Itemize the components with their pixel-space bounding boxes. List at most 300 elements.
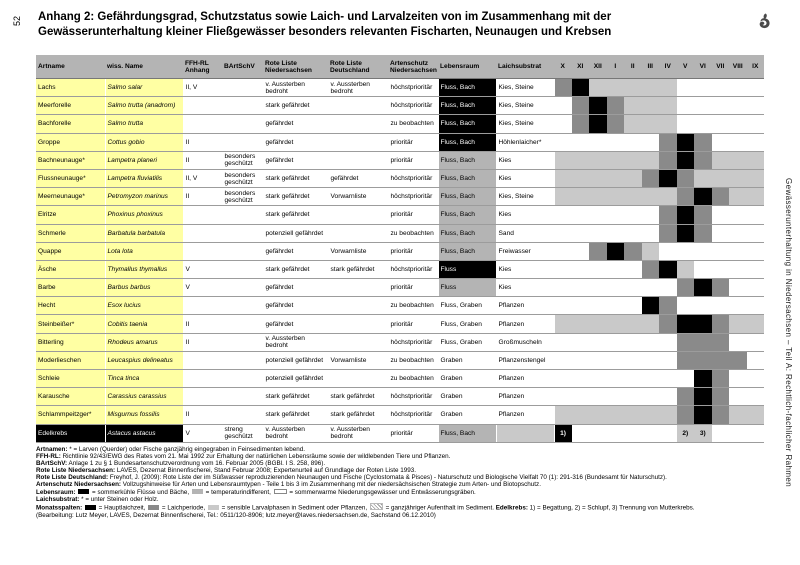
month-cell <box>694 133 712 151</box>
month-cell <box>747 297 765 315</box>
species-name-cell: Schleie <box>36 370 105 388</box>
rote-liste-de-cell: gefährdet <box>328 169 388 187</box>
month-cell <box>729 97 747 115</box>
month-cell <box>712 424 730 442</box>
artenschutz-cell: höchstprioritär <box>388 169 438 187</box>
month-cell <box>659 97 677 115</box>
month-header: IV <box>659 55 677 79</box>
month-cell <box>712 297 730 315</box>
month-cell <box>677 388 695 406</box>
species-name-cell: Meerforelle <box>36 97 105 115</box>
month-cell <box>624 242 642 260</box>
lebensraum-cell: Fluss, Bach <box>438 188 496 206</box>
month-cell <box>607 424 625 442</box>
species-name-cell: Edelkrebs <box>36 424 105 442</box>
ffh-cell <box>183 351 222 369</box>
month-cell <box>554 97 572 115</box>
month-cell <box>677 333 695 351</box>
laichsubstrat-cell: Kies <box>496 151 554 169</box>
month-cell <box>642 133 660 151</box>
month-cell <box>694 333 712 351</box>
month-cell <box>659 224 677 242</box>
laichsubstrat-cell: Großmuscheln <box>496 333 554 351</box>
month-cell <box>694 315 712 333</box>
month-cell <box>589 333 607 351</box>
month-cell <box>677 315 695 333</box>
footnote-text <box>82 504 84 511</box>
ffh-cell: II <box>183 333 222 351</box>
month-cell <box>747 388 765 406</box>
legend-swatch-black <box>85 505 96 510</box>
rote-liste-de-cell <box>328 97 388 115</box>
bartschv-cell <box>222 333 263 351</box>
month-cell <box>642 370 660 388</box>
month-cell <box>747 79 765 97</box>
bartschv-cell <box>222 315 263 333</box>
scientific-name-cell: Lampetra planeri <box>105 151 183 169</box>
month-cell <box>694 297 712 315</box>
month-cell <box>572 388 590 406</box>
month-cell <box>554 333 572 351</box>
laichsubstrat-cell: Kies, Steine <box>496 97 554 115</box>
species-table <box>36 55 764 443</box>
month-cell <box>642 260 660 278</box>
rote-liste-nds-cell: v. Aussterben bedroht <box>263 333 328 351</box>
month-header: VII <box>712 55 730 79</box>
bartschv-cell <box>222 242 263 260</box>
month-cell <box>747 115 765 133</box>
month-cell <box>589 297 607 315</box>
table-row <box>36 79 764 97</box>
footnote-line <box>36 453 770 460</box>
month-cell <box>729 79 747 97</box>
month-cell <box>659 333 677 351</box>
month-cell <box>624 424 642 442</box>
month-cell <box>729 351 747 369</box>
laichsubstrat-cell: Sand <box>496 224 554 242</box>
rote-liste-de-cell: Vorwarnliste <box>328 188 388 206</box>
table-row <box>36 242 764 260</box>
artenschutz-cell: höchstprioritär <box>388 260 438 278</box>
table-row <box>36 224 764 242</box>
month-cell <box>712 169 730 187</box>
footnote-text: LAVES, Dezernat Binnenfischerei, Stand Februar 2008; Expertenurteil auf Grundlage der Roten Liste 1993. <box>115 467 417 475</box>
lebensraum-cell: Graben <box>438 351 496 369</box>
month-header: III <box>642 55 660 79</box>
footnote-text: * = Larven (Querder) oder Fische ganzjährig eingegraben in Feinsedimenten lebend. <box>67 446 306 453</box>
table-row <box>36 133 764 151</box>
month-cell <box>642 115 660 133</box>
scientific-name-cell: Barbus barbus <box>105 279 183 297</box>
month-cell <box>712 151 730 169</box>
month-cell <box>747 206 765 224</box>
artenschutz-cell: prioritär <box>388 424 438 442</box>
rote-liste-de-cell: Vorwarnliste <box>328 242 388 260</box>
month-cell <box>642 224 660 242</box>
table-row <box>36 370 764 388</box>
bartschv-cell <box>222 79 263 97</box>
month-cell <box>729 206 747 224</box>
month-cell <box>747 315 765 333</box>
footnote-line <box>36 460 770 467</box>
month-cell <box>554 297 572 315</box>
rote-liste-de-cell <box>328 370 388 388</box>
month-cell <box>642 206 660 224</box>
month-cell <box>572 279 590 297</box>
bartschv-cell <box>222 115 263 133</box>
month-cell <box>712 351 730 369</box>
rote-liste-de-cell: stark gefährdet <box>328 260 388 278</box>
month-cell: 1) <box>554 424 572 442</box>
month-cell <box>607 370 625 388</box>
month-cell <box>624 297 642 315</box>
month-cell <box>624 315 642 333</box>
month-cell <box>572 206 590 224</box>
footnote-text: = Hauptlaichzeit, <box>96 504 148 512</box>
month-cell <box>659 206 677 224</box>
month-cell <box>712 406 730 424</box>
month-cell <box>677 169 695 187</box>
month-cell <box>677 133 695 151</box>
artenschutz-cell: höchstprioritär <box>388 388 438 406</box>
ffh-cell: V <box>183 424 222 442</box>
laichsubstrat-cell <box>496 424 554 442</box>
month-cell <box>694 206 712 224</box>
lebensraum-cell: Fluss, Graben <box>438 297 496 315</box>
month-cell <box>589 260 607 278</box>
ffh-cell: V <box>183 260 222 278</box>
bartschv-cell <box>222 97 263 115</box>
month-cell <box>572 242 590 260</box>
footnote-line <box>36 503 770 512</box>
lebensraum-cell: Graben <box>438 406 496 424</box>
ffh-cell <box>183 115 222 133</box>
month-cell <box>694 169 712 187</box>
month-cell <box>554 115 572 133</box>
ffh-cell <box>183 97 222 115</box>
month-cell <box>729 279 747 297</box>
lebensraum-cell: Fluss, Graben <box>438 333 496 351</box>
footnote-label: Edelkrebs: <box>495 504 528 512</box>
footnote-label: Artnamen: <box>36 446 68 453</box>
footnote-label: Rote Liste Niedersachsen: <box>36 467 116 475</box>
month-cell <box>642 406 660 424</box>
month-cell <box>694 188 712 206</box>
legend-swatch-medium <box>148 505 159 510</box>
rote-liste-de-cell: v. Aussterben bedroht <box>328 79 388 97</box>
month-cell <box>712 260 730 278</box>
laichsubstrat-cell: Pflanzen <box>496 297 554 315</box>
footnote-label: Monatsspalten: <box>36 504 83 512</box>
month-cell <box>712 79 730 97</box>
artenschutz-cell: prioritär <box>388 315 438 333</box>
species-name-cell: Elritze <box>36 206 105 224</box>
lebensraum-cell: Fluss, Bach <box>438 169 496 187</box>
column-header: FFH-RL Anhang <box>183 55 222 79</box>
month-cell <box>712 115 730 133</box>
month-cell <box>554 79 572 97</box>
month-cell <box>624 115 642 133</box>
footnote-line <box>36 489 770 496</box>
species-name-cell: Steinbeißer* <box>36 315 105 333</box>
month-cell <box>694 370 712 388</box>
month-cell <box>729 333 747 351</box>
footnote-line <box>36 512 770 519</box>
month-cell <box>747 279 765 297</box>
month-cell <box>624 206 642 224</box>
footnote-text: = temperaturindifferent, <box>203 488 273 496</box>
month-cell <box>642 424 660 442</box>
bartschv-cell <box>222 279 263 297</box>
rote-liste-nds-cell: gefährdet <box>263 279 328 297</box>
rote-liste-nds-cell: v. Aussterben bedroht <box>263 424 328 442</box>
month-cell <box>607 97 625 115</box>
column-header: wiss. Name <box>105 55 183 79</box>
month-cell <box>624 133 642 151</box>
column-header: Lebensraum <box>438 55 496 79</box>
laichsubstrat-cell: Kies, Steine <box>496 79 554 97</box>
month-cell <box>607 297 625 315</box>
rote-liste-de-cell <box>328 206 388 224</box>
species-name-cell: Äsche <box>36 260 105 278</box>
month-cell <box>589 279 607 297</box>
artenschutz-cell: prioritär <box>388 279 438 297</box>
rote-liste-nds-cell: stark gefährdet <box>263 169 328 187</box>
lebensraum-cell: Fluss, Bach <box>438 424 496 442</box>
month-cell <box>642 351 660 369</box>
month-cell <box>607 279 625 297</box>
rote-liste-de-cell <box>328 115 388 133</box>
month-cell <box>607 206 625 224</box>
laichsubstrat-cell: Höhlenlaicher* <box>496 133 554 151</box>
month-cell <box>712 224 730 242</box>
month-cell <box>589 224 607 242</box>
month-cell <box>642 333 660 351</box>
month-header: IX <box>747 55 765 79</box>
laichsubstrat-cell: Pflanzen <box>496 388 554 406</box>
month-header: XII <box>589 55 607 79</box>
scientific-name-cell: Leucaspius delineatus <box>105 351 183 369</box>
month-cell <box>747 351 765 369</box>
month-cell <box>712 133 730 151</box>
footnote-label: Laichsubstrat: <box>36 495 80 503</box>
month-cell <box>642 79 660 97</box>
scientific-name-cell: Cottus gobio <box>105 133 183 151</box>
bartschv-cell <box>222 133 263 151</box>
month-cell <box>589 406 607 424</box>
footnotes <box>36 446 770 519</box>
month-cell <box>607 315 625 333</box>
footnote-text: = Laichperiode, <box>160 504 207 512</box>
ffh-cell: II <box>183 188 222 206</box>
species-name-cell: Schlammpeitzger* <box>36 406 105 424</box>
table-row <box>36 206 764 224</box>
month-cell <box>677 97 695 115</box>
month-cell <box>659 315 677 333</box>
month-cell <box>624 79 642 97</box>
month-cell <box>624 388 642 406</box>
month-cell <box>712 333 730 351</box>
rote-liste-nds-cell: gefährdet <box>263 242 328 260</box>
rote-liste-de-cell <box>328 151 388 169</box>
month-cell <box>659 169 677 187</box>
laichsubstrat-cell: Kies, Steine <box>496 115 554 133</box>
month-cell <box>554 188 572 206</box>
species-name-cell: Lachs <box>36 79 105 97</box>
month-cell <box>747 97 765 115</box>
month-cell <box>747 370 765 388</box>
month-cell <box>659 260 677 278</box>
month-cell <box>572 333 590 351</box>
laichsubstrat-cell: Kies <box>496 279 554 297</box>
rote-liste-nds-cell: stark gefährdet <box>263 260 328 278</box>
month-cell <box>677 151 695 169</box>
species-name-cell: Schmerle <box>36 224 105 242</box>
table-row <box>36 260 764 278</box>
lebensraum-cell: Fluss, Graben <box>438 315 496 333</box>
footnote-line <box>36 496 770 503</box>
table-body <box>36 79 764 443</box>
month-cell <box>607 351 625 369</box>
month-cell <box>572 79 590 97</box>
month-cell <box>642 151 660 169</box>
month-cell <box>677 115 695 133</box>
column-header: BArtSchV <box>222 55 263 79</box>
month-cell <box>572 370 590 388</box>
month-header: VIII <box>729 55 747 79</box>
month-cell <box>589 169 607 187</box>
rote-liste-de-cell <box>328 133 388 151</box>
month-cell <box>729 115 747 133</box>
month-cell <box>624 224 642 242</box>
artenschutz-cell: höchstprioritär <box>388 333 438 351</box>
month-cell: 2) <box>677 424 695 442</box>
rote-liste-de-cell: Vorwarnliste <box>328 351 388 369</box>
laichsubstrat-cell: Kies <box>496 206 554 224</box>
month-cell <box>747 133 765 151</box>
ffh-cell: II <box>183 315 222 333</box>
rote-liste-nds-cell: potenziell gefährdet <box>263 351 328 369</box>
laichsubstrat-cell: Kies <box>496 260 554 278</box>
month-cell <box>677 406 695 424</box>
laichsubstrat-cell: Pflanzen <box>496 315 554 333</box>
month-cell <box>624 406 642 424</box>
month-cell <box>677 242 695 260</box>
month-cell <box>607 115 625 133</box>
ffh-cell: II <box>183 406 222 424</box>
scientific-name-cell: Rhodeus amarus <box>105 333 183 351</box>
month-cell <box>554 133 572 151</box>
month-cell <box>659 388 677 406</box>
artenschutz-cell: höchstprioritär <box>388 79 438 97</box>
species-name-cell: Moderlieschen <box>36 351 105 369</box>
artenschutz-cell: höchstprioritär <box>388 188 438 206</box>
footnote-text: Richtlinie 92/43/EWG des Rates vom 21. Mai 1992 zur Erhaltung der natürlichen Lebensräume sowie der wildlebenden Tiere und Pflanzen. <box>60 453 451 461</box>
bartschv-cell: besonders geschützt <box>222 188 263 206</box>
month-cell <box>607 151 625 169</box>
ffh-cell <box>183 297 222 315</box>
rote-liste-nds-cell: stark gefährdet <box>263 97 328 115</box>
artenschutz-cell: prioritär <box>388 151 438 169</box>
month-header: II <box>624 55 642 79</box>
artenschutz-cell: zu beobachten <box>388 297 438 315</box>
month-cell <box>554 406 572 424</box>
month-cell <box>554 279 572 297</box>
bartschv-cell <box>222 406 263 424</box>
month-cell <box>659 370 677 388</box>
month-cell <box>677 188 695 206</box>
species-name-cell: Barbe <box>36 279 105 297</box>
species-name-cell: Flussneunauge* <box>36 169 105 187</box>
species-name-cell: Groppe <box>36 133 105 151</box>
month-cell <box>607 224 625 242</box>
month-cell <box>554 315 572 333</box>
lebensraum-cell: Graben <box>438 388 496 406</box>
lebensraum-cell: Fluss <box>438 260 496 278</box>
month-cell <box>729 406 747 424</box>
header-row <box>36 55 764 79</box>
column-header: Artname <box>36 55 105 79</box>
month-cell <box>659 351 677 369</box>
month-cell <box>607 406 625 424</box>
footnote-line <box>36 474 770 481</box>
lebensraum-cell: Fluss, Bach <box>438 97 496 115</box>
bartschv-cell <box>222 206 263 224</box>
month-cell <box>659 79 677 97</box>
month-cell <box>659 242 677 260</box>
month-cell <box>624 260 642 278</box>
month-cell <box>554 388 572 406</box>
table-row <box>36 388 764 406</box>
month-cell <box>694 279 712 297</box>
footnote-text: 1) = Begattung, 2) = Schlupf, 3) Trennung von Mutterkrebs. <box>527 504 695 512</box>
month-cell <box>659 115 677 133</box>
month-cell <box>589 133 607 151</box>
month-cell <box>712 188 730 206</box>
month-header: VI <box>694 55 712 79</box>
month-cell <box>607 242 625 260</box>
month-cell <box>729 242 747 260</box>
laichsubstrat-cell: Pflanzen <box>496 370 554 388</box>
month-cell <box>572 297 590 315</box>
legend-swatch-light <box>208 505 219 510</box>
species-name-cell: Karausche <box>36 388 105 406</box>
table-row <box>36 279 764 297</box>
month-cell <box>589 97 607 115</box>
month-cell <box>572 151 590 169</box>
footnote-label: BArtSchV: <box>36 460 68 468</box>
scientific-name-cell: Lota lota <box>105 242 183 260</box>
bartschv-cell: besonders geschützt <box>222 169 263 187</box>
rote-liste-nds-cell: v. Aussterben bedroht <box>263 79 328 97</box>
month-cell <box>712 388 730 406</box>
month-cell <box>554 224 572 242</box>
rote-liste-nds-cell: gefährdet <box>263 133 328 151</box>
month-cell <box>589 242 607 260</box>
month-cell <box>729 151 747 169</box>
lebensraum-cell: Fluss, Bach <box>438 133 496 151</box>
table-row <box>36 333 764 351</box>
table-row <box>36 315 764 333</box>
footnote-text: Freyhof, J. (2009): Rote Liste der im Süßwasser reproduzierenden Neunaugen und Fische (Cyclostomata & Pisces) - Naturschutz und Biologische Vielfalt 70 (1): 291-316 (Bundesamt für Naturschutz). <box>108 474 667 482</box>
month-cell <box>747 151 765 169</box>
scientific-name-cell: Carassius carassius <box>105 388 183 406</box>
lebensraum-cell: Fluss, Bach <box>438 151 496 169</box>
legend-swatch-hatch <box>370 503 383 510</box>
month-cell <box>589 151 607 169</box>
ffh-cell <box>183 370 222 388</box>
month-cell <box>572 97 590 115</box>
